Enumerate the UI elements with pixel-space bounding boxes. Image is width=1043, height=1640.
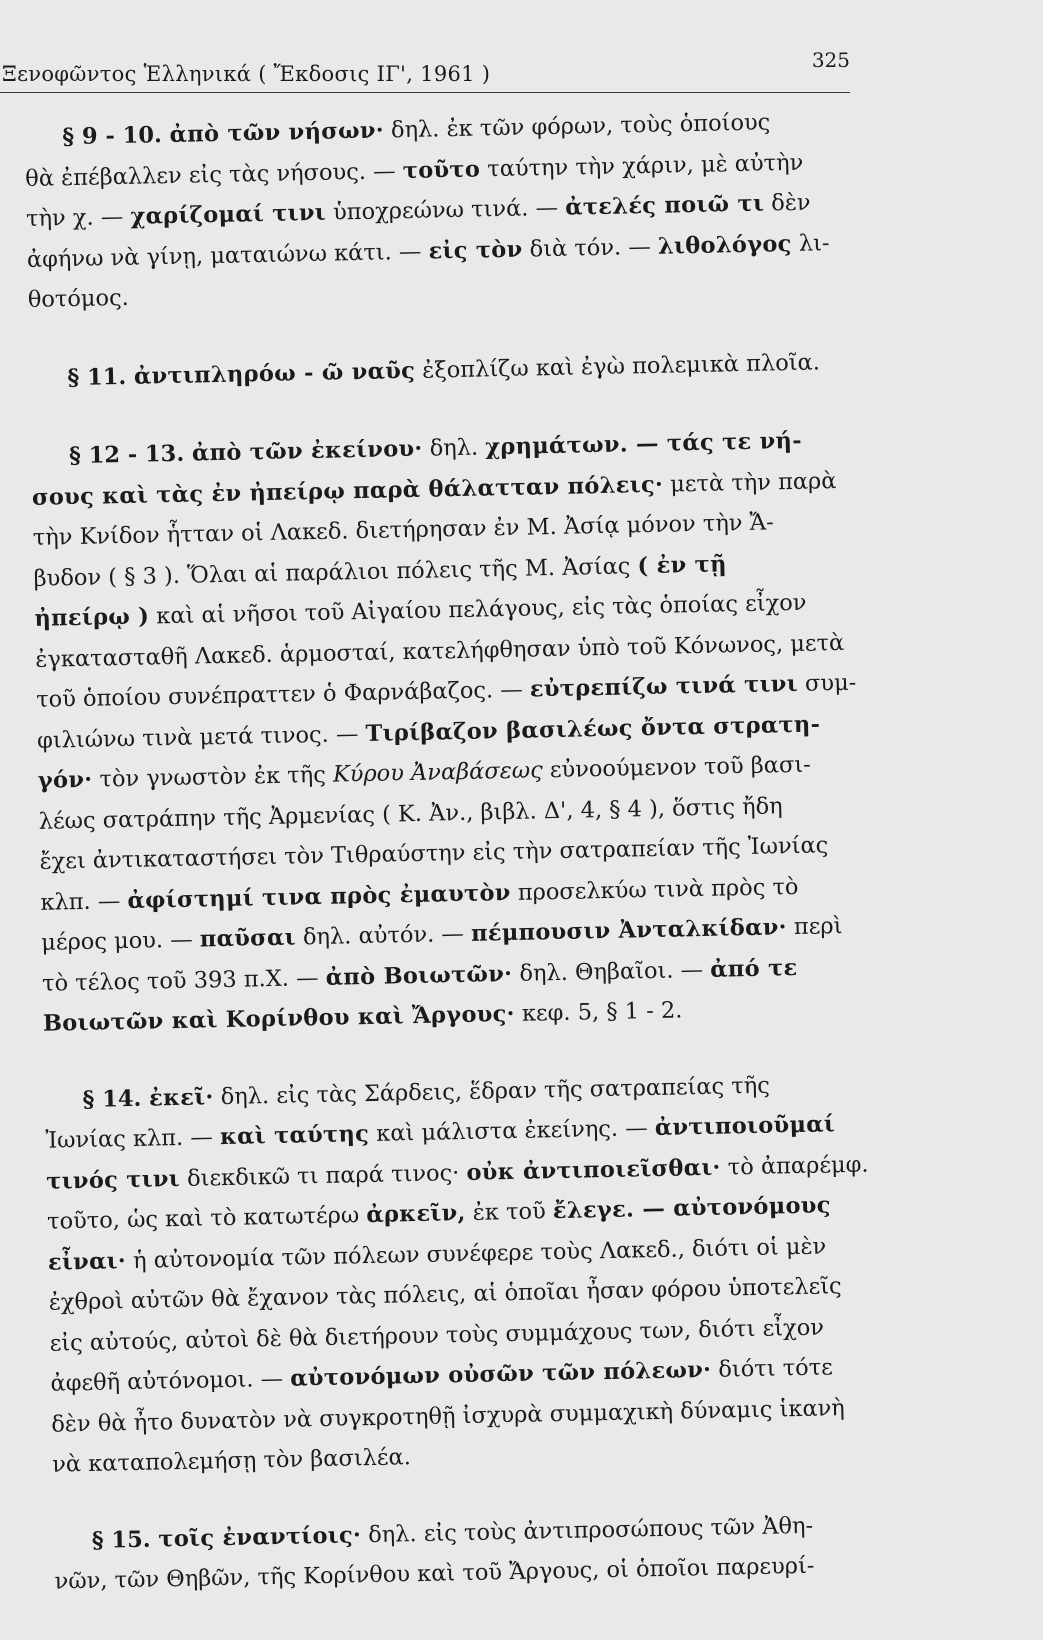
section-number: § 9 - 10. xyxy=(62,121,170,151)
lemma: εἰς τὸν xyxy=(428,236,523,265)
gloss: μετὰ τὴν παρὰ xyxy=(662,467,837,498)
lemma: ἀφίστημί τινα πρὸς ἐμαυτὸν xyxy=(127,879,511,914)
lemma: σους καὶ τὰς ἐν ἠπείρῳ παρὰ θάλατταν πόλεις· xyxy=(31,471,664,511)
gloss: καὶ αἱ νῆσοι τοῦ Αἰγαίου πελάγους, εἰς τὰς ὁποίας εἶχον xyxy=(148,589,807,630)
lemma: πέμπουσιν Ἀνταλκίδαν· xyxy=(470,914,788,947)
lemma: ἀπό τε xyxy=(709,954,798,983)
section-number: § 15. xyxy=(91,1526,159,1554)
gloss: βυδον ( § 3 ). Ὅλαι αἱ παράλιοι πόλεις τῆς Μ. Ἀσίας xyxy=(33,552,638,592)
lemma: ἀντιπληρόω - ῶ ναῦς xyxy=(133,357,416,390)
gloss: τοῦτο, ὡς καὶ τὸ κατωτέρω xyxy=(46,1202,367,1235)
lemma: καὶ ταύτης xyxy=(219,1120,370,1151)
gloss: ἀφεθῆ αὐτόνομοι. — xyxy=(50,1365,291,1397)
section-11 xyxy=(29,341,860,399)
lemma: ἀντιποιοῦμαί xyxy=(654,1111,836,1142)
lemma: οὐκ ἀντιποιεῖσθαι· xyxy=(466,1154,721,1186)
gloss: φιλιώνω τινὰ μετά τινος. — xyxy=(36,720,366,754)
text-line: λέως σατράπην τῆς Ἀρμενίας ( Κ. Ἀν., βιβλ. Δ', 4, § 4 ), ὅστις ἤδη xyxy=(38,792,783,835)
gloss: συμ- xyxy=(797,669,857,697)
running-title: Ξενοφῶντος Ἑλληνικά ( Ἔκδοσις ΙΓ', 1961 ) xyxy=(2,62,491,86)
gloss: τὴν χ. — xyxy=(25,203,131,232)
lemma: γόν· xyxy=(37,766,93,794)
gloss: διότι τότε xyxy=(710,1354,834,1383)
gloss: κλπ. — xyxy=(40,887,128,916)
text-line: ἐγκατασταθῆ Λακεδ. ἁρμοσταί, κατελήφθησαν ὑπὸ τοῦ Κόνωνος, μετὰ xyxy=(35,629,845,673)
lemma: αὐτονόμων οὐσῶν τῶν πόλεων· xyxy=(290,1356,712,1392)
gloss: διεκδικῶ τι παρά τινος· xyxy=(179,1159,467,1192)
text-line xyxy=(29,341,860,399)
gloss: καὶ μάλιστα ἐκείνης. — xyxy=(368,1115,656,1147)
text-line: νῶν, τῶν Θηβῶν, τῆς Κορίνθου καὶ τοῦ Ἄργους, οἱ ὁποῖοι παρευρί- xyxy=(54,1552,815,1595)
lemma: Τιρίβαζον βασιλέως ὄντα στρατη- xyxy=(365,710,821,747)
gloss: δὲν xyxy=(763,189,811,217)
gloss: δηλ. xyxy=(422,434,486,462)
lemma: τινός τινι xyxy=(46,1165,181,1195)
section-number: § 12 - 13. xyxy=(68,440,193,470)
lemma: ἠπείρῳ ) xyxy=(34,603,150,632)
gloss: Ἰωνίας κλπ. — xyxy=(45,1124,221,1154)
gloss: ὑποχρεώνω τινά. — xyxy=(325,194,566,226)
gloss: δηλ. αὐτόν. — xyxy=(295,920,472,951)
gloss: δηλ. εἰς τοὺς ἀντιπροσώπους τῶν Ἀθη- xyxy=(360,1512,814,1548)
text-line: ἔχει ἀντικαταστήσει τὸν Τιθραύστην εἰς τὴν σατραπείαν τῆς Ἰωνίας xyxy=(39,832,829,875)
gloss: περὶ xyxy=(786,913,843,941)
gloss: τὸ ἀπαρέμφ. xyxy=(720,1151,869,1181)
gloss: ἐκ τοῦ xyxy=(465,1198,554,1226)
lemma: ἀπὸ τῶν νήσων· xyxy=(169,117,385,148)
gloss: τὸν γνωστὸν ἐκ τῆς xyxy=(92,761,334,793)
gloss: ἀφήνω νὰ γίνῃ, ματαιώνω κάτι. — xyxy=(26,238,429,273)
gloss: θὰ ἐπέβαλλεν εἰς τὰς νήσους. — xyxy=(24,157,404,192)
gloss: εὐνοούμενον τοῦ βασι- xyxy=(542,751,811,784)
gloss: δηλ. εἰς τὰς Σάρδεις, ἕδραν τῆς σατραπείας τῆς xyxy=(213,1072,771,1110)
lemma: ἔλεγε. — αὐτονόμους xyxy=(552,1192,831,1225)
section-12-13 xyxy=(31,420,874,1045)
lemma: ἀτελές ποιῶ τι xyxy=(564,190,765,221)
gloss: ἡ αὐτονομία τῶν πόλεων συνέφερε τοὺς Λακεδ., διότι οἱ μὲν xyxy=(125,1232,827,1274)
gloss: ἐξοπλίζω καὶ ἐγὼ πολεμικὰ πλοῖα. xyxy=(414,348,821,384)
page-header xyxy=(0,48,850,93)
text-line: τὴν Κνίδον ἧτταν οἱ Λακεδ. διετήρησαν ἐν Μ. Ἀσίᾳ μόνον τὴν Ἄ- xyxy=(32,509,774,551)
lemma: ἀπὸ τῶν ἐκείνου· xyxy=(191,435,423,467)
text-line: εἰς αὐτούς, αὐτοὶ δὲ θὰ διετήρουν τοὺς συμμάχους των, διότι εἶχον xyxy=(49,1314,825,1357)
gloss: δηλ. Θηβαῖοι. — xyxy=(511,956,711,987)
gloss: μέρος μου. — xyxy=(41,926,201,956)
text-line: δὲν θὰ ἦτο δυνατὸν νὰ συγκροτηθῇ ἰσχυρὰ συμμαχικὴ δύναμις ἱκανὴ xyxy=(51,1394,846,1438)
lemma: εὐτρεπίζω τινά τινι xyxy=(529,670,799,703)
lemma: λιθολόγος xyxy=(657,230,792,260)
gloss: προσελκύω τινὰ πρὸς τὸ xyxy=(510,873,799,906)
gloss: τοῦ ὁποίου συνέπραττεν ὁ Φαρνάβαζος. — xyxy=(35,676,531,713)
lemma: τοῦτο xyxy=(402,155,481,184)
page-body xyxy=(24,101,886,1640)
lemma: εἶναι· xyxy=(47,1247,127,1276)
section-9-10 xyxy=(24,101,858,321)
section-number: § 14. xyxy=(82,1085,150,1113)
lemma: ἀπὸ Βοιωτῶν· xyxy=(325,960,513,991)
section-number: § 11. xyxy=(67,363,135,391)
page-number: 325 xyxy=(811,48,850,72)
gloss: ταύτην τὴν χάριν, μὲ αὐτὴν xyxy=(479,149,804,182)
lemma: χρημάτων. — τάς τε νή- xyxy=(484,427,803,461)
lemma: παῦσαι xyxy=(199,924,297,953)
text-line: θοτόμος. xyxy=(27,284,130,313)
gloss: δηλ. ἐκ τῶν φόρων, τοὺς ὁποίους xyxy=(383,109,771,144)
gloss: διὰ τόν. — xyxy=(522,233,659,263)
text-line: νὰ καταπολεμήσῃ τὸν βασιλέα. xyxy=(51,1444,412,1478)
gloss: κεφ. 5, § 1 - 2. xyxy=(514,997,683,1027)
lemma: χαρίζομαί τινι xyxy=(130,199,327,230)
lemma: ἐκεῖ· xyxy=(148,1083,214,1112)
text-line: ἐχθροὶ αὐτῶν θὰ ἔχανον τὰς πόλεις, αἱ ὁποῖαι ἦσαν φόρου ὑποτελεῖς xyxy=(48,1273,842,1316)
lemma: ( ἐν τῇ xyxy=(637,550,727,579)
section-15 xyxy=(53,1504,885,1602)
section-14 xyxy=(44,1063,882,1485)
lemma: τοῖς ἐναντίοις· xyxy=(158,1521,362,1552)
lemma: Βοιωτῶν καὶ Κορίνθου καὶ Ἄργους· xyxy=(42,1000,516,1037)
book-title: Κύρου Ἀναβάσεως xyxy=(332,757,543,788)
gloss: λι- xyxy=(791,229,830,257)
lemma: ἀρκεῖν, xyxy=(366,1199,466,1229)
gloss: τὸ τέλος τοῦ 393 π.Χ. — xyxy=(41,964,326,997)
